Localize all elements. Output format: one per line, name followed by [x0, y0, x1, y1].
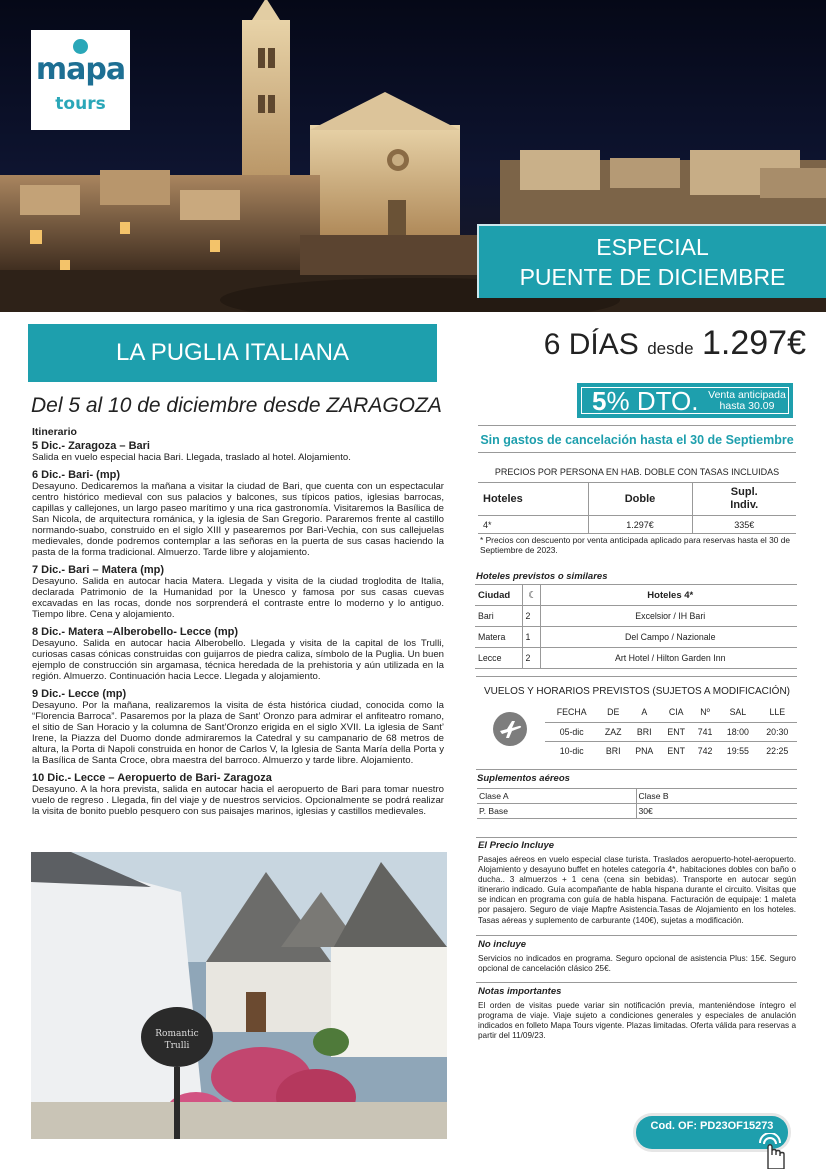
supplement-row: [477, 804, 797, 819]
hotels-header-city: Ciudad: [475, 585, 522, 606]
day-title: 9 Dic.- Lecce (mp): [32, 688, 127, 700]
supplement-cell-a: Clase A: [477, 789, 636, 804]
hotels-label: Hoteles previstos o similares: [476, 571, 608, 582]
itinerary-day: [32, 469, 444, 558]
special-banner: [477, 224, 826, 298]
not-included-text: Servicios no indicados en programa. Seguro opcional de asistencia Plus: 15€. Seguro opcional de cancelación clásico 25€.: [478, 954, 796, 974]
pointer-hand-icon: [756, 1133, 792, 1169]
flights-header-row: [545, 703, 797, 722]
flight-row: [545, 722, 797, 741]
day-title: 6 Dic.- Bari- (mp): [32, 469, 121, 481]
flights-table: [545, 703, 797, 760]
prices-footnote: * Precios con descuento por venta anticipada aplicado para reservas hasta el 30 de Septiembre de 2023.: [480, 535, 791, 555]
itinerary-day: [32, 772, 444, 817]
includes-label: El Precio Incluye: [478, 840, 555, 851]
discount-note: [702, 390, 792, 412]
itinerary-day: [32, 564, 444, 620]
banner-line-1: ESPECIAL: [596, 234, 709, 260]
divider: [476, 982, 797, 983]
prices-header-row: [478, 483, 796, 516]
day-text: Desayuno. A la hora prevista, salida en autocar hacia el aeropuerto de Bari para tomar nuestro vuelo de regreso . Llegada, fin del viaje y de nuestros servicios. Opcionalmente se podrá realizar la visita de bonito pueblo pesquero con sus paisajes marinos, iglesias y castillos medievales.: [32, 784, 444, 817]
day-title: 10 Dic.- Lecce – Aeropuerto de Bari- Zaragoza: [32, 772, 272, 784]
hotel-city: Bari: [475, 606, 522, 627]
flight-dep: 19:55: [726, 745, 749, 756]
hotel-nights: 1: [522, 627, 540, 648]
trulli-illustration: [31, 852, 447, 1139]
itinerary-day: [32, 626, 444, 682]
flights-header-from: DE: [598, 703, 628, 722]
flight-to: BRI: [628, 722, 660, 741]
flights-header-dep: SAL: [718, 703, 757, 722]
hotels-header-hotels: Hoteles 4*: [540, 585, 797, 606]
flight-to: PNA: [635, 745, 654, 756]
flights-header-number: Nº: [692, 703, 718, 722]
prices-header-supl-line-2: Indiv.: [730, 499, 759, 511]
supplement-cell-a: P. Base: [477, 804, 636, 819]
moon-icon: ☾: [522, 585, 540, 606]
offer-code-value: PD23OF15273: [700, 1120, 774, 1132]
sign-line-1: Romantic: [155, 1029, 199, 1039]
hotel-row: [475, 627, 797, 648]
trip-price: 1.297€: [702, 324, 806, 362]
flight-date: 05-dic: [545, 722, 598, 741]
prices-table: [478, 482, 796, 534]
hotel-nights: 2: [522, 648, 540, 669]
flights-header-date: FECHA: [545, 703, 598, 722]
banner-line-2: PUENTE DE DICIEMBRE: [519, 264, 786, 290]
hotels-table: [475, 584, 797, 669]
hotel-row: [475, 648, 797, 669]
itinerary-heading: Itinerario: [32, 426, 77, 438]
prices-header-hotels: Hoteles: [478, 483, 588, 516]
supplement-row: [477, 789, 797, 804]
hero-photo: [0, 0, 826, 312]
divider: [476, 769, 797, 770]
notes-label: Notas importantes: [478, 986, 562, 997]
divider: [476, 935, 797, 936]
hotel-row: [475, 606, 797, 627]
discount-badge: [577, 383, 793, 418]
offer-code-label: Cod. OF:: [650, 1120, 697, 1132]
flights-caption: VUELOS Y HORARIOS PREVISTOS (SUJETOS A MODIFICACIÓN): [484, 686, 790, 697]
flights-header-to: A: [628, 703, 660, 722]
divider: [476, 837, 797, 838]
itinerary: [32, 427, 444, 823]
hotels-header-row: [475, 585, 797, 606]
trip-from-label: desde: [647, 339, 694, 358]
prices-header-supl-line-1: Supl.: [730, 486, 758, 498]
logo-brand: mapa: [35, 52, 126, 87]
flight-number: 742: [697, 745, 713, 756]
discount-dto: DTO.: [636, 386, 699, 416]
flight-dep: 18:00: [718, 722, 757, 741]
prices-caption: PRECIOS POR PERSONA EN HAB. DOBLE CON TASAS INCLUIDAS: [494, 467, 780, 477]
alberobello-photo: [31, 852, 447, 1139]
supplements-label: Suplementos aéreos: [477, 773, 570, 784]
prices-row: [478, 516, 796, 534]
plane-glyph: [493, 712, 527, 746]
day-text: Salida en vuelo especial hacia Bari. Llegada, traslado al hotel. Alojamiento.: [32, 452, 351, 463]
flight-airline: ENT: [667, 745, 685, 756]
trip-duration-price: [470, 324, 806, 363]
flight-from: ZAZ: [598, 722, 628, 741]
itinerary-day: [32, 688, 444, 766]
itinerary-day: [32, 440, 444, 463]
discount-percent: [592, 388, 698, 415]
hotel-city: Lecce: [475, 648, 522, 669]
trip-days: 6 DÍAS: [543, 328, 639, 361]
day-title: 8 Dic.- Matera –Alberobello- Lecce (mp): [32, 626, 238, 638]
includes-text: Pasajes aéreos en vuelo especial clase turista. Traslados aeropuerto-hotel-aeropuerto. Alojamiento y desayuno buffet en hoteles categoría 4*, habitaciones dobles con baño o ducha.. 3 almuerzos + 1 cena (cena sin bebidas). Transporte en autocar según itinerario indicado. Guía acompañante de habla hispana durante el circuito. Visitas que se indican en programa con guía de habla hispana. Facturación de equipaje: 1 maleta por pasajero. Seguro de viaje Mapfre Asistencia.Tasas de Alojamiento en los hoteles. Tasas aéreas y suplemento de carburante (140€), sujetas a modificación.: [478, 855, 796, 925]
flight-from: BRI: [605, 745, 621, 756]
supplement-cell-b: 30€: [636, 804, 797, 819]
day-text: Desayuno. Salida en autocar hacia Alberobello. Llegada y visita de la capital de los Trulli, curiosas casas cónicas construidas con guijarros de piedra caliza, símbolo de la Puglia. Un buen ejemplo de construcción sin argamasa, técnica heredada de la prehistoria y aún utilizada en la región. Almuerzo. Continuación hacia Lecce. Llegada y alojamiento.: [32, 638, 444, 682]
trip-title: LA PUGLIA ITALIANA: [28, 324, 437, 382]
flight-number: 741: [692, 722, 718, 741]
flights-header-airline: CIA: [660, 703, 692, 722]
cancellation-note: Sin gastos de cancelación hasta el 30 de Septiembre: [478, 425, 796, 453]
flight-date: 10-dic: [559, 745, 584, 756]
hotel-name: Del Campo / Nazionale: [540, 627, 797, 648]
prices-header-supl: [692, 483, 796, 516]
mapa-tours-logo: [31, 30, 130, 130]
discount-note-line-2: hasta 30.09: [719, 400, 775, 412]
supplements-table: [477, 788, 797, 819]
flight-airline: ENT: [660, 722, 692, 741]
hotel-name: Excelsior / IH Bari: [540, 606, 797, 627]
hotel-nights: 2: [522, 606, 540, 627]
discount-number: 5: [592, 386, 607, 416]
discount-note-line-1: Venta anticipada: [708, 389, 786, 401]
hotel-name: Art Hotel / Hilton Garden Inn: [540, 648, 797, 669]
discount-frame: [581, 387, 789, 414]
day-title: 5 Dic.- Zaragoza – Bari: [32, 440, 150, 452]
sign-line-2: Trulli: [164, 1041, 190, 1051]
prices-double: 1.297€: [588, 516, 692, 534]
discount-percent-sign: %: [606, 386, 630, 416]
flight-arr: 20:30: [758, 722, 797, 741]
plane-icon: [493, 712, 527, 746]
hotel-city: Matera: [475, 627, 522, 648]
prices-supl: 335€: [692, 516, 796, 534]
not-included-label: No incluye: [478, 939, 527, 950]
logo-sub: tours: [55, 94, 106, 114]
day-text: Desayuno. Por la mañana, realizaremos la visita de ésta histórica ciudad, conocida como la “Florencia Barroca”. Pasaremos por la plaza de Sant’ Oronzo para admirar el anfiteatro romano, el sitio de San Horacio y la columna de Sant’Oronzo erigida en el siglo XVII. La iglesia de Sant’ Irene, la Piazza del Duomo donde admiraremos la Catedral y su campanario de 68 metros de altura, la Porta di Napoli construida en honor de Carlos V, la Iglesia de Santa María della Porta y la Basílica de Santa Croce, obra maestra del barroco. Almuerzo y tarde libre. Alojamiento.: [32, 700, 444, 766]
dates-heading: Del 5 al 10 de diciembre desde ZARAGOZA: [31, 394, 442, 417]
prices-header-double: Doble: [588, 483, 692, 516]
supplement-cell-b: Clase B: [636, 789, 797, 804]
divider: [476, 676, 797, 677]
flights-header-arr: LLE: [758, 703, 797, 722]
day-text: Desayuno. Salida en autocar hacia Matera. Llegada y visita de la ciudad troglodita de Italia, declarada Patrimonio de la Humanidad por la Unesco y famosa por sus casas cuevas excavadas en las rocas, donde nos sorprenderá el contraste entre lo moderno y lo antiguo. Tiempo libre. Cena y alojamiento.: [32, 576, 444, 620]
notes-text: El orden de visitas puede variar sin notificación previa, manteniéndose íntegro el programa de viaje. Viaje sujeto a condiciones generales y especiales de anulación indicados en folleto Mapa Tours vigente. Plazas limitadas. Oferta válida para reservas a partir del 11/09/23.: [478, 1001, 796, 1041]
flight-row: [545, 741, 797, 760]
day-text: Desayuno. Dedicaremos la mañana a visitar la ciudad de Bari, que cuenta con un espectacular centro histórico medieval con sus palacios y balcones, sus típicos patios, iglesias barrocas, capillas y callejones, un largo paseo marítimo y una rica gastronomía. Visitaremos la Basílica de San Nicola, de arquitectura románica, y la iglesia de San Gregorio. Pararemos frente al castillo normando-suabo, construido en el siglo XIII y pasearemos por Bari-Vechia, con sus callejuelas medievales, donde podremos contemplar a las señoras en la puerta de sus casas haciendo la pasta de la forma tradicional. Almuerzo. Tarde libre y alojamiento.: [32, 481, 444, 558]
day-title: 7 Dic.- Bari – Matera (mp): [32, 564, 165, 576]
flight-arr: 22:25: [766, 745, 789, 756]
prices-category: 4*: [478, 516, 588, 534]
